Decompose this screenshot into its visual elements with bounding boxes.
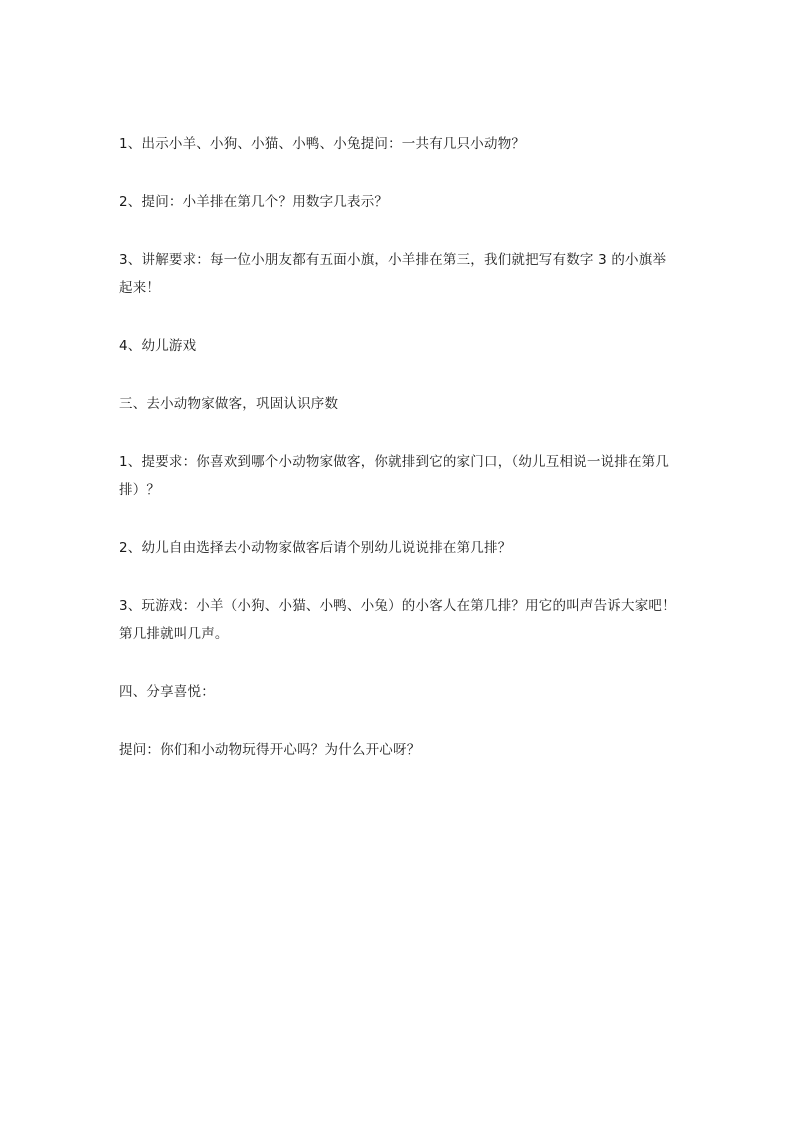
paragraph-5: 1、提要求：你喜欢到哪个小动物家做客，你就排到它的家门口，（幼儿互相说一说排在第几排）？ [119, 454, 670, 498]
paragraph-2: 2、提问：小羊排在第几个？用数字几表示？ [119, 194, 389, 210]
paragraph-8: 提问：你们和小动物玩得开心吗？为什么开心呀？ [119, 742, 421, 758]
paragraph-3: 3、讲解要求：每一位小朋友都有五面小旗，小羊排在第三，我们就把写有数字 3 的小旗举起来！ [119, 252, 667, 296]
paragraph-7: 3、玩游戏：小羊（小狗、小猫、小鸭、小兔）的小客人在第几排？用它的叫声告诉大家吧！第几排就叫几声。 [119, 598, 676, 642]
document-body [119, 130, 679, 764]
section-heading-3: 三、去小动物家做客，巩固认识序数 [119, 396, 339, 412]
paragraph-1: 1、出示小羊、小狗、小猫、小鸭、小兔提问：一共有几只小动物？ [119, 136, 526, 152]
section-heading-4: 四、分享喜悦： [119, 684, 215, 700]
paragraph-6: 2、幼儿自由选择去小动物家做客后请个别幼儿说说排在第几排？ [119, 540, 512, 556]
paragraph-4: 4、幼儿游戏 [119, 338, 197, 354]
